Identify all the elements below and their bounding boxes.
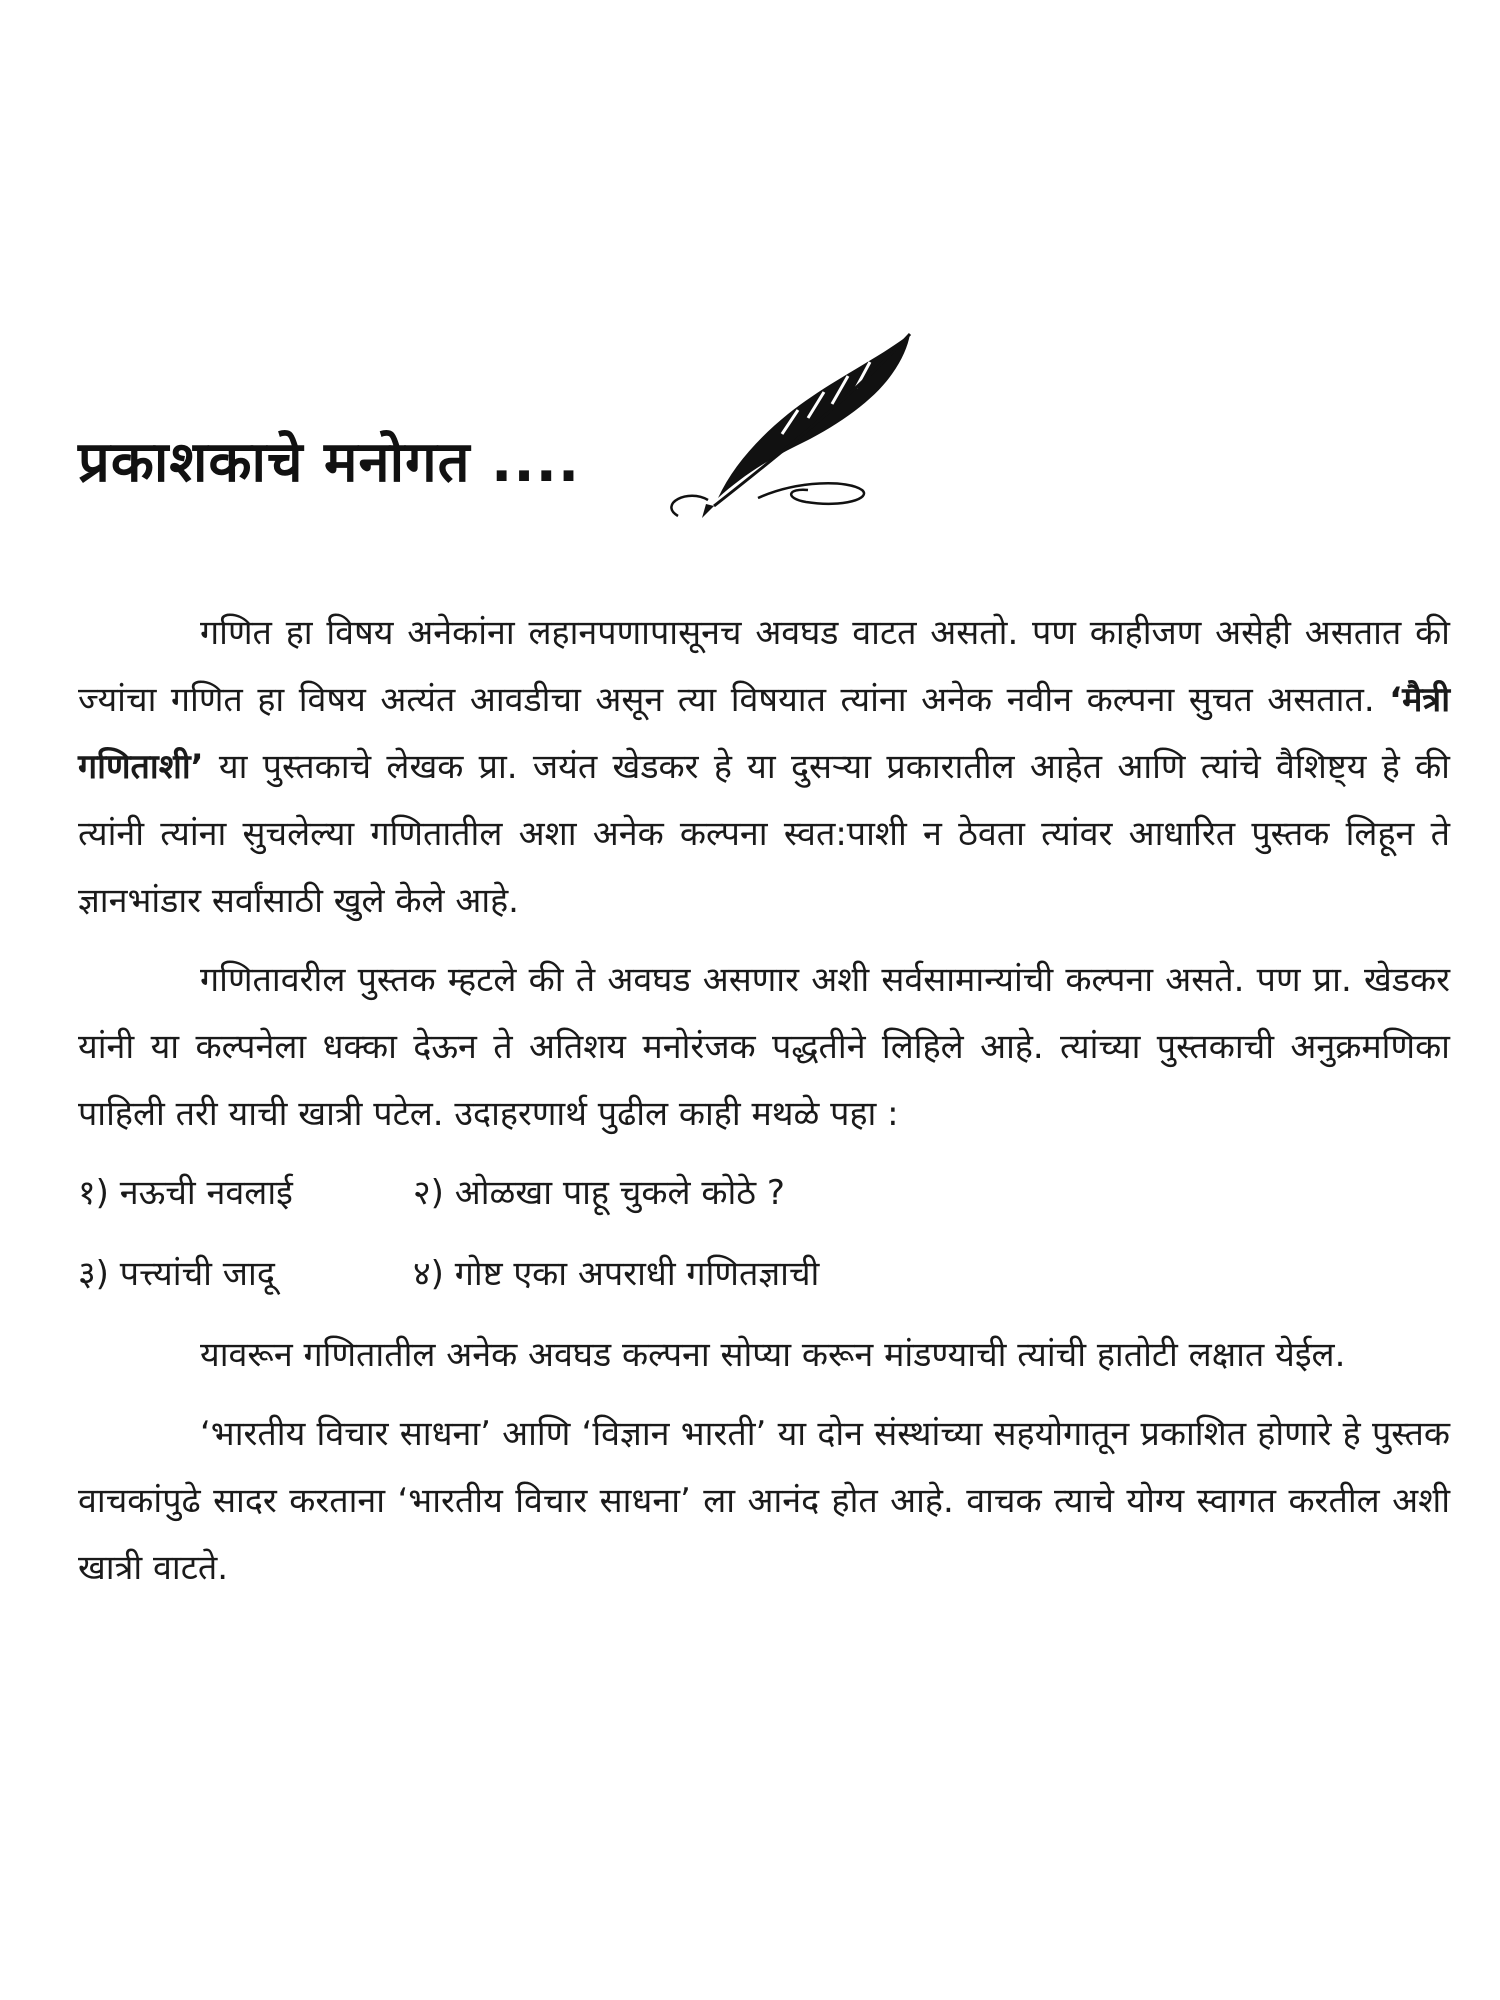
quill-pen-icon [648,330,918,520]
list-item [78,1241,413,1308]
list-item-text: पत्त्यांची जादू [119,1254,275,1294]
list-item-text: नऊची नवलाई [119,1173,293,1213]
list-item-number: २) [413,1173,444,1213]
list-item-number: ३) [78,1254,109,1294]
heading-list-row-1 [78,1160,1450,1227]
list-item-text: गोष्ट एका अपराधी गणितज्ञाची [454,1254,820,1294]
list-item-number: १) [78,1173,109,1213]
book-title: ‘मैत्री गणिताशी’ [78,680,1450,787]
paragraph-intro-end: या पुस्तकाचे लेखक प्रा. जयंत खेडकर हे या दुसऱ्या प्रकारातील आहेत आणि त्यांचे वैशिष्ट्य हे की त्यांनी त्यांना सुचलेल्या गणितातील अशा अनेक कल्पना स्वत:पाशी न ठेवता त्यांवर आधारित पुस्तक लिहून ते ज्ञानभांडार सर्वांसाठी खुले केले आहे. [78,747,1450,921]
paragraph-third: यावरून गणितातील अनेक अवघड कल्पना सोप्या करून मांडण्याची त्यांची हातोटी लक्षात येईल. [200,1335,1346,1375]
list-item [413,1241,819,1308]
list-item-number: ४) [413,1254,444,1294]
list-item [78,1160,413,1227]
paragraph-intro [78,600,1450,935]
body-text [78,600,1450,1614]
paragraph-intro-start: गणित हा विषय अनेकांना लहानपणापासूनच अवघड वाटत असतो. पण काहीजण असेही असतात की ज्यांचा गणित हा विषय अत्यंत आवडीचा असून त्या विषयात त्यांना अनेक नवीन कल्पना सुचत असतात. [78,613,1450,720]
heading-row [78,330,878,520]
list-item [413,1160,785,1227]
paragraph-closing: ‘भारतीय विचार साधना’ आणि ‘विज्ञान भारती’ या दोन संस्थांच्या सहयोगातून प्रकाशित होणारे हे पुस्तक वाचकांपुढे सादर करताना ‘भारतीय विचार साधना’ ला आनंद होत आहे. वाचक त्याचे योग्य स्वागत करतील अशी खात्री वाटते. [78,1414,1450,1588]
heading-list-row-2 [78,1241,1450,1308]
list-item-text: ओळखा पाहू चुकले कोठे ? [454,1173,785,1213]
page-title: प्रकाशकाचे मनोगत .... [78,430,581,495]
paragraph-second: गणितावरील पुस्तक म्हटले की ते अवघड असणार अशी सर्वसामान्यांची कल्पना असते. पण प्रा. खेडकर यांनी या कल्पनेला धक्का देऊन ते अतिशय मनोरंजक पद्धतीने लिहिले आहे. त्यांच्या पुस्तकाची अनुक्रमणिका पाहिली तरी याची खात्री पटेल. उदाहरणार्थ पुढील काही मथळे पहा : [78,960,1450,1134]
